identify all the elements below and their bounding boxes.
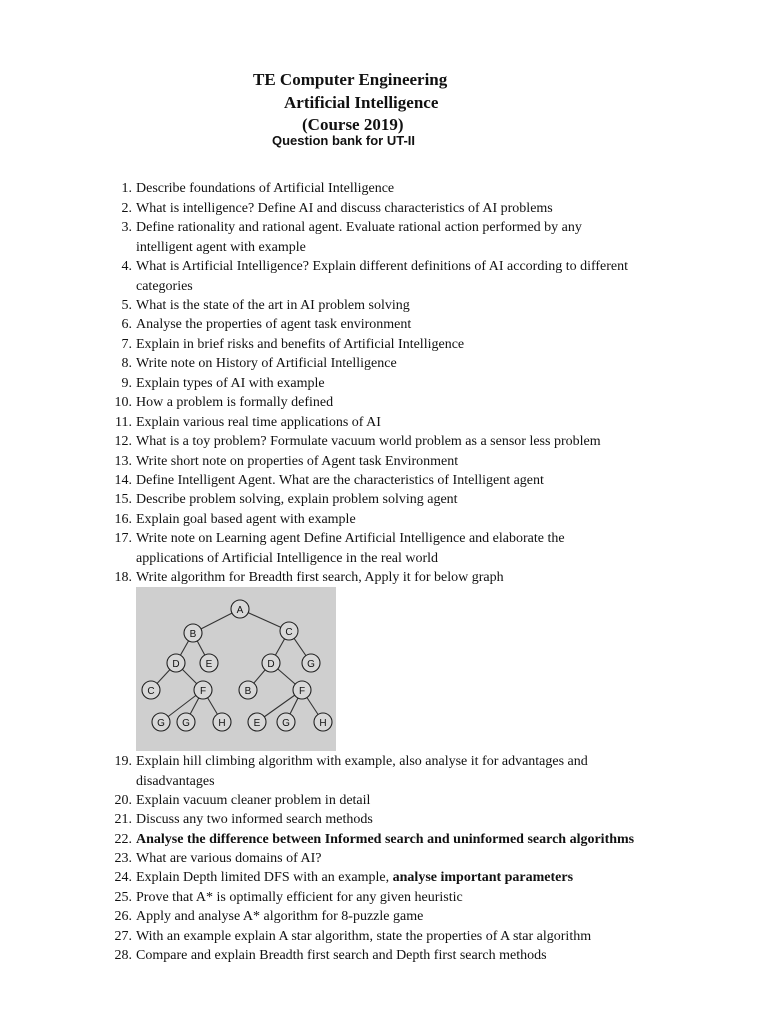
node-label: G [157,718,165,729]
question-text-continued: categories [136,278,193,294]
question-text: Write algorithm for Breadth first search, Apply it for below graph [136,570,504,585]
question-text: Write short note on properties of Agent task Environment [136,454,459,469]
question-text-continued: applications of Artificial Intelligence in the real world [136,550,439,566]
question-text: Explain goal based agent with example [136,512,356,527]
question-text-continued: intelligent agent with example [136,239,306,255]
question-number: 5. [121,298,132,313]
question-number: 8. [121,356,132,371]
question-text: Compare and explain Breadth first search and Depth first search methods [136,948,547,963]
question-number: 16. [114,512,132,527]
node-label: B [189,629,197,640]
document-subtitle: Question bank for UT-II [272,133,416,148]
question-number: 13. [114,454,132,469]
question-text: Discuss any two informed search methods [136,812,373,827]
question-number: 14. [114,473,132,488]
question-number: 2. [121,201,132,216]
question-text: Explain Depth limited DFS with an example, [136,870,393,885]
question-text: Prove that A* is optimally efficient for any given heuristic [136,890,463,905]
node-label: A [236,605,244,616]
question-number: 6. [121,317,132,332]
node-label: G [182,718,190,729]
question-number: 17. [114,531,132,546]
node-label: H [218,718,226,729]
node-label: F [298,686,306,697]
question-text: What is Artificial Intelligence? Explain different definitions of AI according to different [136,259,629,274]
question-number: 4. [121,259,132,274]
question-number: 10. [114,395,132,410]
question-number: 15. [114,492,132,507]
question-number: 21. [114,812,132,827]
node-label: C [147,686,155,697]
question-text: With an example explain A star algorithm, state the properties of A star algorithm [136,929,592,944]
question-number: 22. [114,832,132,847]
question-text: Apply and analyse A* algorithm for 8-puzzle game [136,909,424,924]
question-text: Write note on Learning agent Define Artificial Intelligence and elaborate the [136,531,565,546]
question-text: Define Intelligent Agent. What are the characteristics of Intelligent agent [136,473,544,488]
question-text: What is the state of the art in AI problem solving [136,298,410,313]
question-number: 1. [121,181,132,196]
question-number: 24. [114,870,132,885]
question-text-bold: analyse important parameters [392,870,574,885]
node-label: C [285,627,293,638]
question-number: 11. [115,415,132,430]
node-label: G [307,659,315,670]
question-text: Explain hill climbing algorithm with example, also analyse it for advantages and [136,754,588,769]
question-text: Explain various real time applications of AI [136,415,381,430]
question-text: What is intelligence? Define AI and discuss characteristics of AI problems [136,201,553,216]
search-tree-graph [136,587,336,751]
question-number: 23. [114,851,132,866]
question-number: 19. [114,754,132,769]
department-title: TE Computer Engineering [253,70,448,89]
question-number: 20. [114,793,132,808]
question-number: 12. [114,434,132,449]
question-text: Describe problem solving, explain problem solving agent [136,492,458,507]
question-text: How a problem is formally defined [136,395,334,410]
node-label: B [244,686,252,697]
node-label: D [172,659,180,670]
node-label: G [282,718,290,729]
course-year: (Course 2019) [302,115,404,134]
question-number: 9. [121,376,132,391]
question-text-continued: disadvantages [136,773,215,789]
question-number: 7. [121,337,132,352]
question-text: What are various domains of AI? [136,851,322,866]
question-number: 3. [121,220,132,235]
node-label: E [205,659,213,670]
question-text: What is a toy problem? Formulate vacuum world problem as a sensor less problem [136,434,601,449]
tree-diagram [136,587,336,751]
question-number: 28. [114,948,132,963]
question-text: Analyse the difference between Informed search and uninformed search algorithms [136,832,635,847]
question-number: 27. [114,929,132,944]
subject-title: Artificial Intelligence [284,93,439,112]
question-text: Describe foundations of Artificial Intelligence [136,181,395,196]
question-text: Explain types of AI with example [136,376,325,391]
node-label: E [253,718,261,729]
question-text: Explain in brief risks and benefits of Artificial Intelligence [136,337,465,352]
question-number: 26. [114,909,132,924]
node-label: H [319,718,327,729]
question-text: Define rationality and rational agent. Evaluate rational action performed by any [136,220,582,235]
question-text: Write note on History of Artificial Intelligence [136,356,397,371]
question-number: 25. [114,890,132,905]
node-label: D [267,659,275,670]
question-text: Analyse the properties of agent task environment [136,317,412,332]
node-label: F [199,686,207,697]
question-text: Explain vacuum cleaner problem in detail [136,793,371,808]
question-number: 18. [114,570,132,585]
